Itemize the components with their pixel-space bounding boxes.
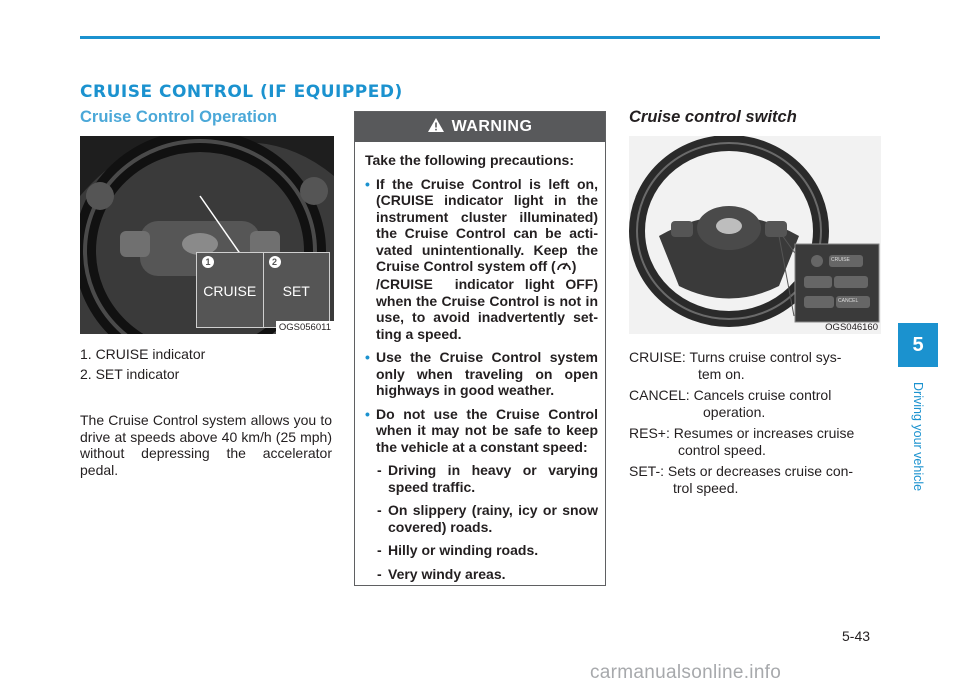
steering-wheel-illustration	[629, 136, 881, 334]
top-rule	[80, 36, 880, 39]
warning-bullet-text: /CRUISE	[376, 276, 433, 293]
warning-subitem: - Driving in heavy or varying speed traffic.	[377, 462, 598, 495]
cruise-indicator-figure	[80, 136, 334, 334]
warning-subitem: - Very windy areas.	[377, 565, 506, 582]
intro-paragraph: The Cruise Control system allows you to drive at speeds above 40 km/h (25 mph) without depressing the accelerator pedal.	[80, 412, 332, 478]
warning-triangle-icon	[428, 118, 444, 137]
definition-text-cont: trol speed.	[673, 479, 739, 496]
definition-text-cont: tem on.	[698, 365, 745, 382]
indicator-list	[80, 344, 205, 384]
warning-subitem: - Hilly or winding roads.	[377, 542, 539, 559]
switch-heading: Cruise control switch	[629, 108, 797, 126]
warning-header	[355, 112, 605, 142]
warning-box	[354, 111, 606, 586]
section-title: CRUISE CONTROL (IF EQUIPPED)	[80, 82, 403, 102]
list-item: 2. SET indicator	[80, 366, 180, 382]
warning-body	[355, 142, 605, 582]
definition-item	[629, 349, 881, 382]
cruise-indicator-icon	[556, 259, 572, 277]
warning-bullet-text: If the Cruise Control is left on, (CRUISE indicator light in the instrument cluster illuminated) the Cruise Control can be acti-vated unintentionally. Keep the Cruise Control system off (	[376, 175, 598, 274]
definition-text: Turns cruise control sys-	[689, 349, 842, 365]
set-indicator-label: SET	[282, 283, 310, 299]
definition-text: Sets or decreases cruise con-	[667, 463, 854, 479]
bullet-dot-icon: •	[365, 175, 370, 192]
callout-number-1: 1	[202, 256, 214, 268]
warning-bullet-text: indicator light OFF) when the Cruise Control is not in use, to avoid inadvertently set-ting a speed.	[376, 276, 598, 342]
warning-intro: Take the following precautions:	[365, 152, 574, 168]
definition-term: CRUISE:	[629, 349, 686, 365]
cruise-indicator-label: CRUISE	[203, 283, 257, 299]
definition-text: Resumes or increases cruise	[673, 425, 855, 441]
cruise-switch-figure	[629, 136, 881, 334]
switch-definitions	[629, 349, 881, 501]
definition-item	[629, 387, 881, 420]
figure-code-left: OGS056011	[276, 321, 334, 334]
bullet-dot-icon: •	[365, 405, 370, 422]
definition-text-cont: operation.	[703, 403, 766, 420]
warning-subitem: - On slippery (rainy, icy or snow covered) roads.	[377, 502, 598, 535]
page-number: 5-43	[842, 628, 871, 644]
warning-bullet	[365, 349, 598, 399]
definition-term: CANCEL:	[629, 387, 690, 403]
definition-term: RES+:	[629, 425, 670, 441]
warning-bullet-text: Do not use the Cruise Control when it may not be safe to keep the vehicle at a constant speed:	[376, 405, 598, 455]
watermark: carmanualsonline.info	[590, 662, 782, 683]
definition-term: SET-:	[629, 463, 665, 479]
chapter-tab: 5	[898, 323, 938, 367]
set-indicator-cell	[264, 253, 330, 327]
bullet-dot-icon: •	[365, 349, 370, 366]
switch-cancel-label: CANCEL	[838, 298, 859, 304]
definition-item	[629, 463, 881, 496]
warning-bullet-text: Use the Cruise Control system only when traveling on open highways in good weather.	[376, 349, 598, 399]
indicator-callout-box	[196, 252, 330, 328]
chapter-name: Driving your vehicle	[911, 382, 925, 492]
callout-number-2: 2	[269, 256, 281, 268]
definition-text-cont: control speed.	[678, 441, 766, 458]
list-item: 1. CRUISE indicator	[80, 346, 206, 362]
warning-bullet	[365, 406, 598, 456]
cruise-indicator-cell	[197, 253, 264, 327]
switch-cruise-label: CRUISE	[831, 257, 850, 263]
operation-heading: Cruise Control Operation	[80, 108, 278, 126]
figure-code-right: OGS046160	[825, 322, 878, 333]
definition-item	[629, 425, 881, 458]
warning-title: WARNING	[451, 118, 533, 135]
warning-bullet: • If the Cruise Control is left on, (CRUISE indicator light in the instrument cluster illuminated) the Cruise Control can be acti-vated unintentionally. Keep the Cruise Control system off ( ) /CRUISE indicator light OFF) when the Cruise Control is not in use, to avoid inadvertently set-ting a speed.	[365, 175, 598, 342]
definition-text: Cancels cruise control	[693, 387, 832, 403]
